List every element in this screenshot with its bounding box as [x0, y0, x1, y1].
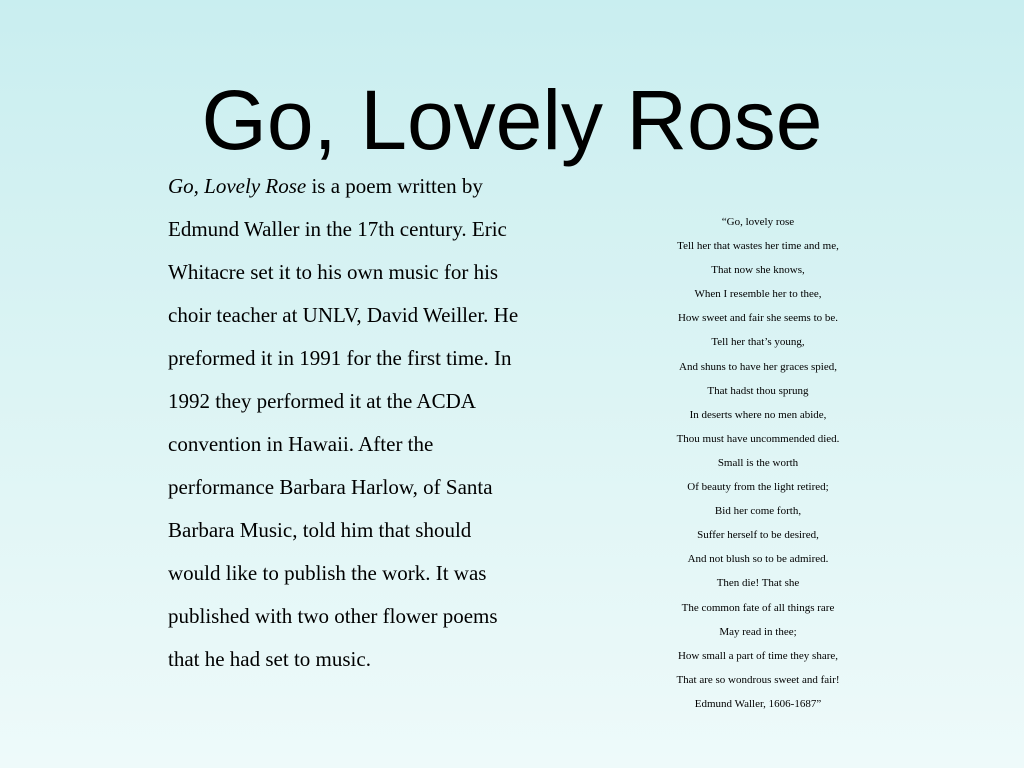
poem-line: Tell her that’s young, [711, 336, 805, 349]
poem-line: Tell her that wastes her time and me, [677, 240, 839, 253]
description-text: is a poem written by Edmund Waller in the 17th century. Eric Whitacre set it to his own music for his choir teacher at UNLV, David Weiller. He preformed it in 1991 for the first time. In 1992 they performed it at the ACDA convention in Hawaii. After the performance Barbara Harlow, of Santa Barbara Music, told him that should would like to publish the work. It was published with two other flower poems that he had set to music. [168, 174, 519, 671]
poem-line: May read in thee; [719, 625, 797, 638]
poem-line: And not blush so to be admired. [687, 553, 829, 566]
poem-line: How small a part of time they share, [677, 649, 839, 662]
poem-line: And shuns to have her graces spied, [679, 360, 837, 373]
poem-line: That are so wondrous sweet and fair! [676, 673, 840, 686]
poem-line: The common fate of all things rare [681, 601, 835, 614]
poem-title-italic: Go, Lovely Rose [168, 174, 307, 198]
poem-text [648, 210, 868, 716]
poem-line: Thou must have uncommended died. [676, 432, 840, 445]
poem-attribution: Edmund Waller, 1606-1687” [694, 697, 822, 710]
poem-line: In deserts where no men abide, [689, 408, 827, 421]
poem-line: Bid her come forth, [714, 505, 802, 518]
poem-line: When I resemble her to thee, [694, 288, 822, 301]
poem-line: How sweet and fair she seems to be. [677, 312, 839, 325]
description-paragraph [168, 165, 528, 681]
poem-line: That now she knows, [711, 264, 805, 277]
slide-title: Go, Lovely Rose [201, 73, 823, 167]
poem-line: Of beauty from the light retired; [687, 481, 829, 494]
poem-line: Suffer herself to be desired, [697, 529, 819, 542]
poem-line: Then die! That she [716, 577, 800, 590]
poem-line: Small is the worth [717, 456, 799, 469]
poem-line: “Go, lovely rose [721, 216, 795, 228]
poem-line: That hadst thou sprung [707, 384, 809, 397]
